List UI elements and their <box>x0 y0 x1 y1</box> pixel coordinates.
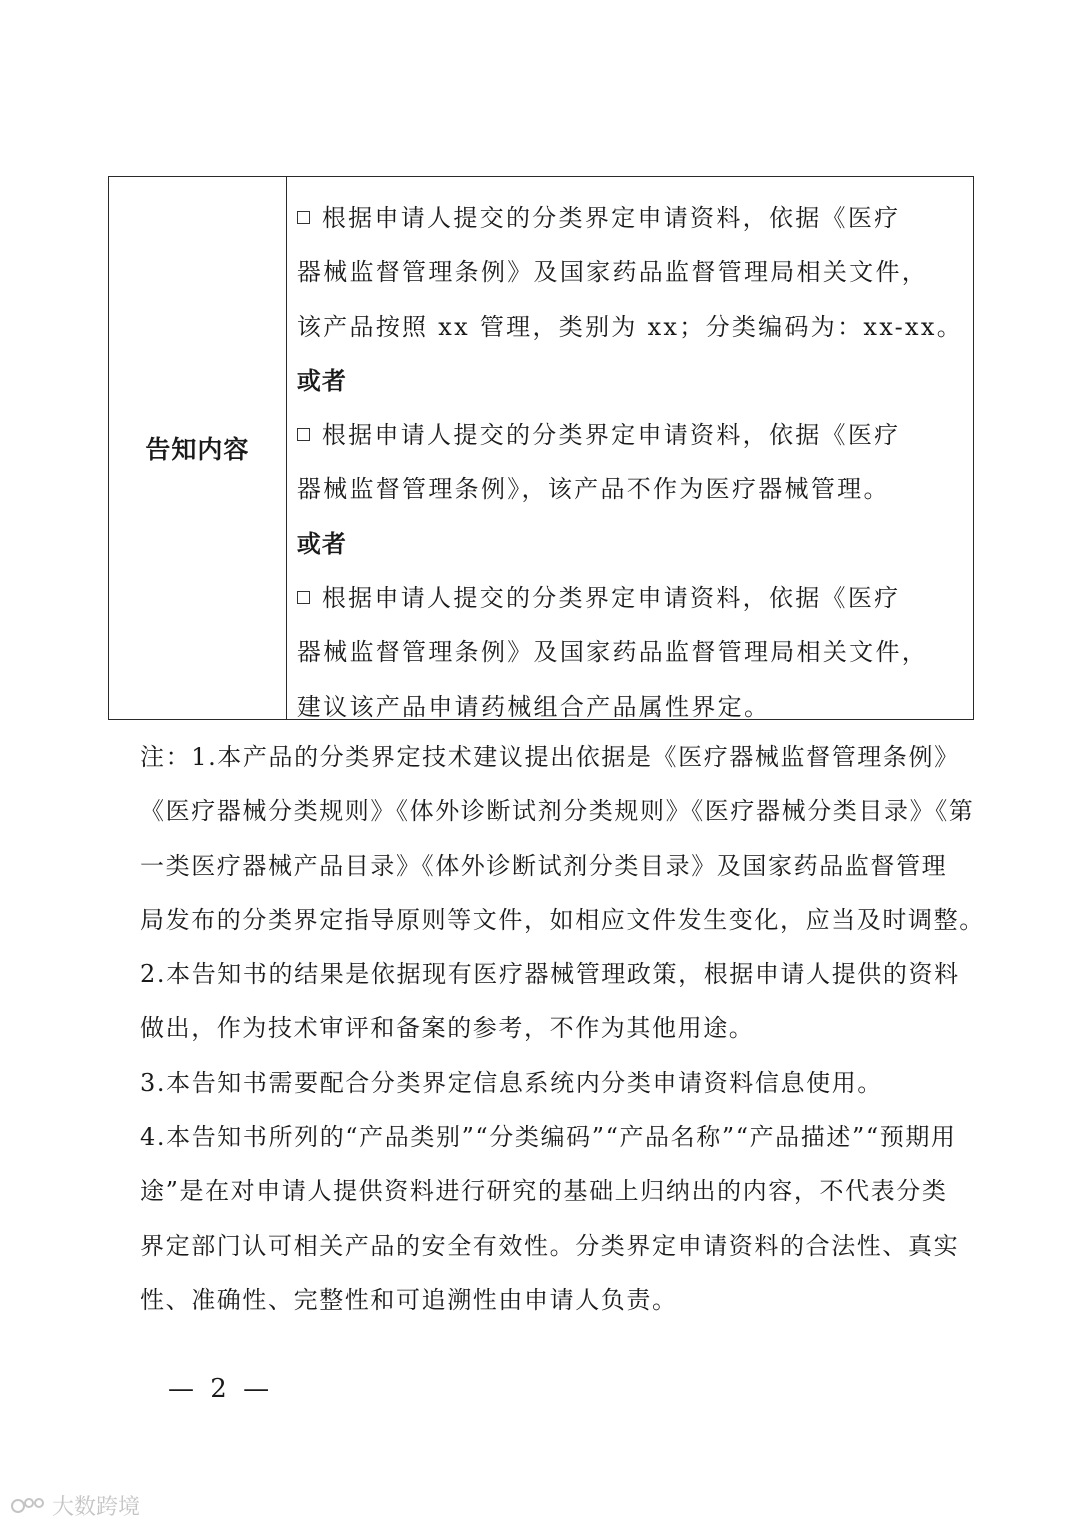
or-separator <box>297 354 963 408</box>
watermark-logo-icon <box>10 1493 46 1519</box>
note-line: 一类医疗器械产品目录》《体外诊断试剂分类目录》及国家药品监督管理 <box>140 851 948 880</box>
note-line: 注：1.本产品的分类界定技术建议提出依据是《医疗器械监督管理条例》 <box>140 743 960 771</box>
note-line: 界定部门认可相关产品的安全有效性。分类界定申请资料的合法性、真实 <box>140 1231 960 1260</box>
page-number: — 2 — <box>168 1374 274 1404</box>
note-line: 4.本告知书所列的“产品类别”“分类编码”“产品名称”“产品描述”“预期用 <box>140 1123 957 1152</box>
content-text: 根据申请人提交的分类界定申请资料，依据《医疗 <box>321 204 901 232</box>
content-text: 器械监督管理条例》及国家药品监督管理局相关文件， <box>296 258 929 287</box>
table-content-cell <box>287 177 973 719</box>
content-line <box>297 462 963 516</box>
watermark <box>10 1490 140 1521</box>
note-line: 性、准确性、完整性和可追溯性由申请人负责。 <box>140 1285 678 1314</box>
content-text: 根据申请人提交的分类界定申请资料，依据《医疗 <box>321 421 901 450</box>
content-text: 建议该产品申请药械组合产品属性界定。 <box>296 692 771 721</box>
option-line <box>297 571 963 625</box>
content-text: 根据申请人提交的分类界定申请资料，依据《医疗 <box>321 584 901 613</box>
content-text: 器械监督管理条例》及国家药品监督管理局相关文件， <box>296 638 929 667</box>
note-line: 3.本告知书需要配合分类界定信息系统内分类申请资料信息使用。 <box>140 1068 883 1097</box>
content-line <box>297 625 963 679</box>
or-text: 或者 <box>296 528 347 558</box>
content-line <box>297 245 963 299</box>
notice-table <box>108 176 974 720</box>
content-line <box>297 300 963 354</box>
note-line: 途”是在对申请人提供资料进行研究的基础上归纳出的内容，不代表分类 <box>140 1177 948 1206</box>
option-line <box>297 408 963 462</box>
checkbox-icon[interactable] <box>297 591 310 604</box>
content-line <box>297 680 963 734</box>
checkbox-icon[interactable] <box>297 428 310 441</box>
content-text: 器械监督管理条例》，该产品不作为医疗器械管理。 <box>296 475 890 504</box>
watermark-text: 大数跨境 <box>52 1495 141 1520</box>
notes-section <box>140 730 985 1327</box>
note-line: 2.本告知书的结果是依据现有医疗器械管理政策，根据申请人提供的资料 <box>140 960 960 989</box>
content-text: 该产品按照 xx 管理，类别为 xx；分类编码为：xx-xx。 <box>296 312 963 341</box>
checkbox-icon[interactable] <box>297 211 310 224</box>
note-line: 做出，作为技术审评和备案的参考，不作为其他用途。 <box>140 1014 755 1043</box>
note-line: 《医疗器械分类规则》《体外诊断试剂分类规则》《医疗器械分类目录》《第 <box>140 797 975 826</box>
or-text: 或者 <box>296 365 347 395</box>
table-label-cell <box>109 177 287 719</box>
note-line: 局发布的分类界定指导原则等文件，如相应文件发生变化，应当及时调整。 <box>140 905 985 934</box>
or-separator <box>297 517 963 571</box>
option-line <box>297 191 963 245</box>
table-label: 告知内容 <box>145 435 250 464</box>
